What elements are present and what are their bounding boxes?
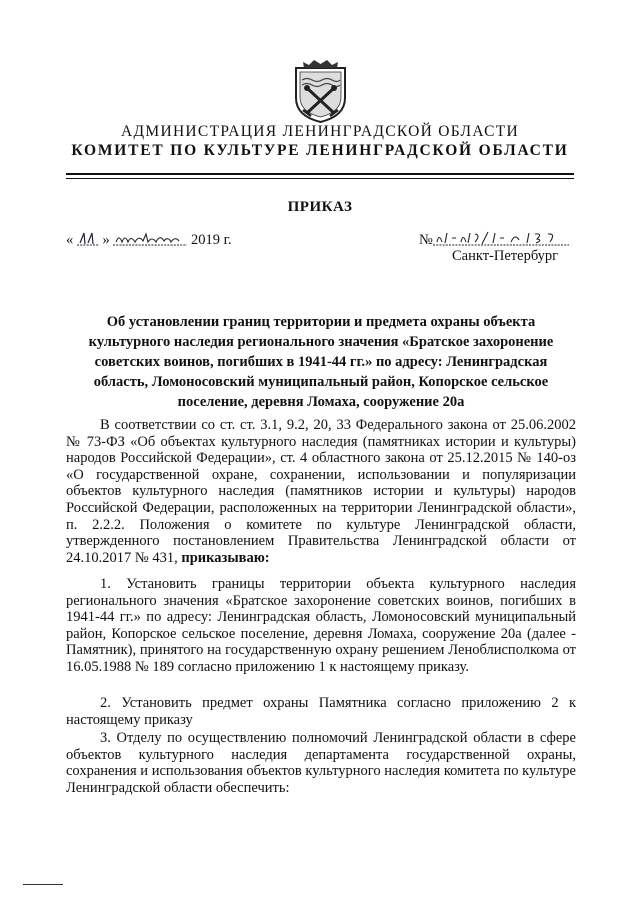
- preamble-paragraph: [66, 417, 576, 566]
- org-name-line2: КОМИТЕТ ПО КУЛЬТУРЕ ЛЕНИНГРАДСКОЙ ОБЛАСТИ: [71, 142, 569, 159]
- date-close-quote: »: [102, 232, 110, 248]
- order-item-1-text: 1. Установить границы территории объекта культурного наследия регионального значения «Братское захоронение советских воинов, погибших в 1941-44 гг.» по адресу: Ленинградская область, Ломоносовский муниципальный район, Копорское сельское поселение, деревня Ломаха, сооружение 20а (далее - Памятник), принятого на государственную охрану решением Леноблисполкома от 16.05.1988 № 189 согласно приложению 1 к настоящему приказу.: [66, 576, 576, 675]
- handwritten-day-icon: [77, 230, 99, 251]
- document-date: [66, 230, 232, 251]
- document-subject: Об установлении границ территории и предмета охраны объекта культурного наследия регионального значения «Братское захоронение советских воинов, погибших в 1941-44 гг.» по адресу: Ленинградская область, Ломоносовский муниципальный район, Копорское сельское поселение, деревня Ломаха, сооружение 20а: [88, 314, 554, 410]
- order-word: приказываю:: [181, 549, 270, 566]
- date-year: 2019 г.: [191, 232, 232, 248]
- document-type-title: ПРИКАЗ: [287, 199, 353, 215]
- date-open-quote: «: [66, 232, 74, 248]
- header-rule-thin: [66, 178, 574, 179]
- document-place: Санкт-Петербург: [452, 248, 559, 264]
- org-name-line1: АДМИНИСТРАЦИЯ ЛЕНИНГРАДСКОЙ ОБЛАСТИ: [121, 123, 519, 140]
- order-item-2: [66, 695, 576, 728]
- order-item-3: [66, 730, 576, 796]
- order-item-3-text: 3. Отделу по осуществлению полномочий Ленинградской области в сфере объектов культурного наследия департамента государственной охраны, сохранения и использования объектов культурного наследия комитета по культуре Ленинградской области обеспечить:: [66, 730, 576, 796]
- number-prefix: №: [419, 232, 433, 248]
- footer-rule: [23, 884, 63, 885]
- handwritten-month-icon: [113, 230, 187, 251]
- order-item-2-text: 2. Установить предмет охраны Памятника согласно приложению 2 к настоящему приказу: [66, 695, 576, 728]
- order-item-1: [66, 576, 576, 676]
- coat-of-arms-icon: [293, 58, 348, 124]
- header-rule-thick: [66, 173, 574, 175]
- preamble-text: В соответствии со ст. ст. 3.1, 9.2, 20, 33 Федерального закона от 25.06.2002 № 73-ФЗ «Об объектах культурного наследия (памятниках истории и культуры) народов Российской Федерации», ст. 4 областного закона от 25.12.2015 № 140-оз «О государственной охране, сохранении, использовании и популяризации объектов культурного наследия (памятников истории и культуры) народов Российской Федерации, расположенных на территории Ленинградской области», п. 2.2.2. Положения о комитете по культуре Ленинградской области, утвержденного постановлением Правительства Ленинградской области от 24.10.2017 № 431,: [66, 417, 576, 566]
